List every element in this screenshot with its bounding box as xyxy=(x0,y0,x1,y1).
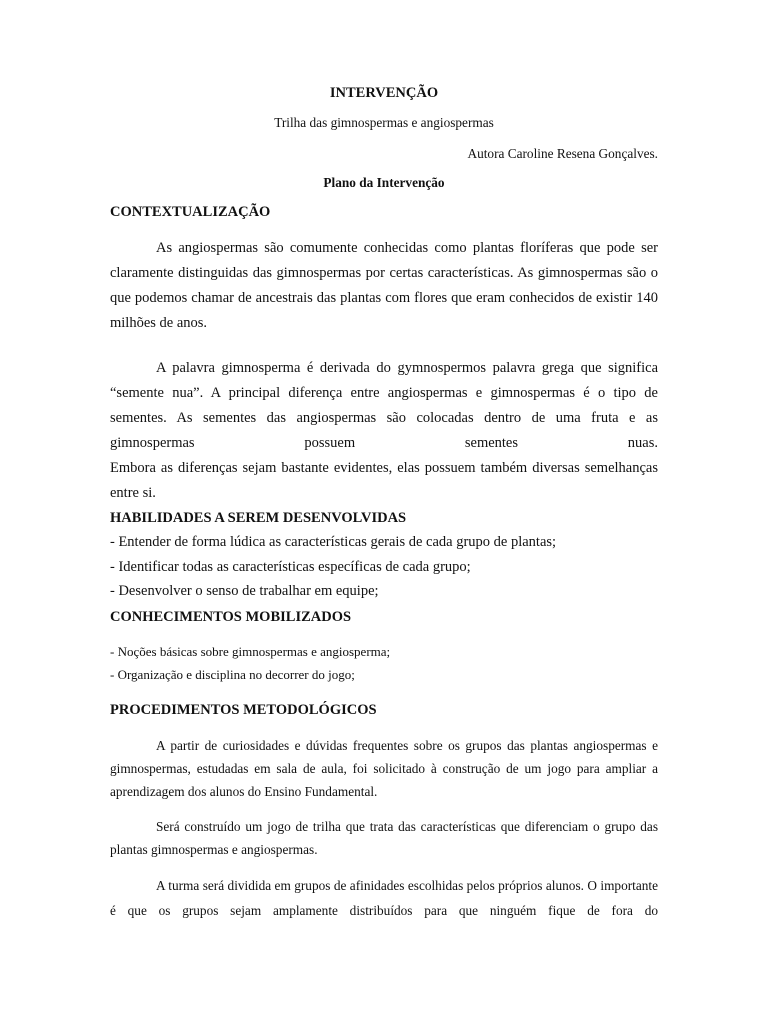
habilidades-list xyxy=(110,530,658,604)
list-item: - Identificar todas as características específicas de cada grupo; xyxy=(110,558,471,575)
context-paragraph-2-part-1: A palavra gimnosperma é derivada do gymnospermos palavra grega que significa “semente nua”. A principal diferença entre angiospermas e gimnospermas é o tipo de sementes. As sementes das angiospermas são colocadas dentro de uma fruta e as gimnospermas possuem sementes nuas. xyxy=(110,360,658,451)
context-paragraph-2-part-2: Embora as diferenças sejam bastante evidentes, elas possuem também diversas semelhanças entre si. xyxy=(110,460,658,501)
section-heading-contextualizacao: CONTEXTUALIZAÇÃO xyxy=(110,204,271,220)
document-title: INTERVENÇÃO xyxy=(329,85,439,101)
section-heading-procedimentos: PROCEDIMENTOS METODOLÓGICOS xyxy=(110,702,377,718)
procedimentos-paragraph-2: Será construído um jogo de trilha que trata das características que diferenciam o grupo das plantas gimnospermas e angiospermas. xyxy=(110,819,658,857)
procedimentos-paragraph-3: A turma será dividida em grupos de afinidades escolhidas pelos próprios alunos. O importante é que os grupos sejam amplamente distribuídos para que ninguém fique de fora do xyxy=(110,878,658,918)
section-heading-conhecimentos: CONHECIMENTOS MOBILIZADOS xyxy=(110,609,352,625)
procedimentos-paragraph-1: A partir de curiosidades e dúvidas frequentes sobre os grupos das plantas angiospermas e gimnospermas, estudadas em sala de aula, foi solicitado à construção de um jogo para ampliar a aprendizagem dos alunos do Ensino Fundamental. xyxy=(110,738,658,799)
list-item: - Noções básicas sobre gimnospermas e angiosperma; xyxy=(110,644,391,659)
section-heading-habilidades: HABILIDADES A SEREM DESENVOLVIDAS xyxy=(110,510,407,526)
context-paragraph-1: As angiospermas são comumente conhecidas como plantas floríferas que pode ser claramente distinguidas das gimnospermas por certas características. As gimnospermas são o que podemos chamar de ancestrais das plantas com flores que eram conhecidos de existir 140 milhões de anos. xyxy=(110,240,658,331)
list-item: - Organização e disciplina no decorrer do jogo; xyxy=(110,666,355,682)
plan-title: Plano da Intervenção xyxy=(323,175,445,190)
document-subtitle: Trilha das gimnospermas e angiospermas xyxy=(274,115,494,130)
list-item: - Entender de forma lúdica as características gerais de cada grupo de plantas; xyxy=(110,534,557,550)
conhecimentos-list xyxy=(110,641,658,686)
author-line: Autora Caroline Resena Gonçalves. xyxy=(467,146,658,161)
context-paragraph-2 xyxy=(110,356,658,506)
list-item: - Desenvolver o senso de trabalhar em equipe; xyxy=(110,583,379,599)
